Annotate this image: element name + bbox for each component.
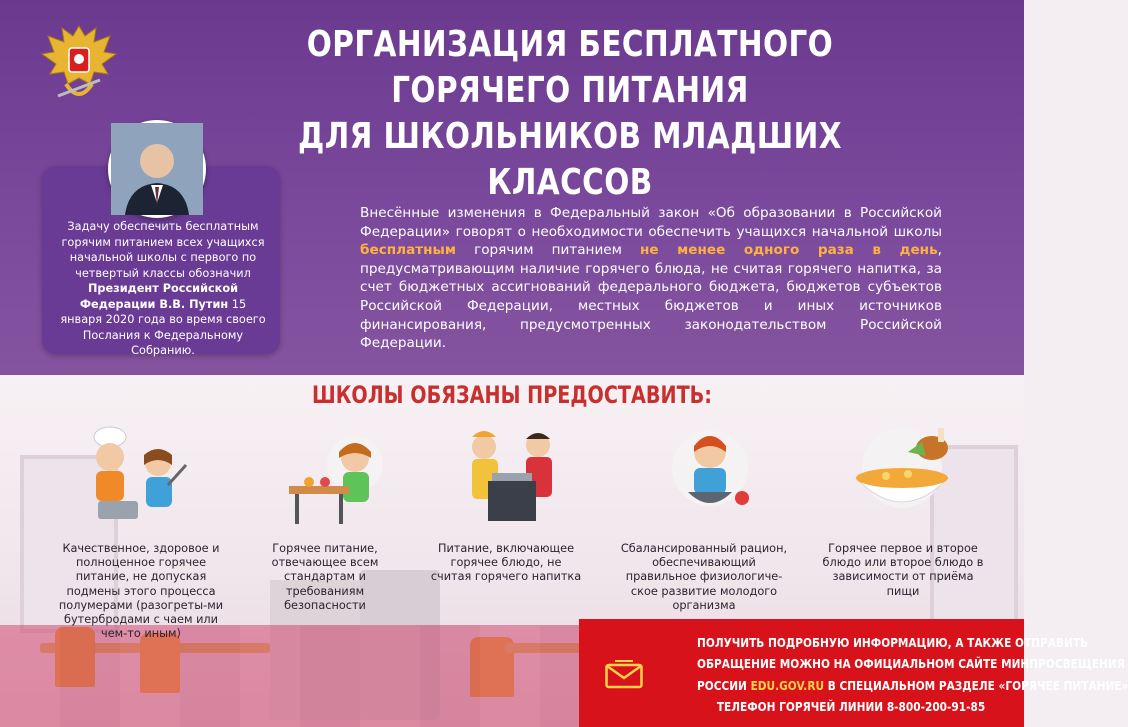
cta-line-2: ОБРАЩЕНИЕ МОЖНО НА ОФИЦИАЛЬНОМ САЙТЕ МИНПРОСВЕЩЕНИЯ [697, 657, 1125, 672]
edu-gov-link[interactable]: EDU.GOV.RU [750, 678, 825, 693]
cta-line-1: ПОЛУЧИТЬ ПОДРОБНУЮ ИНФОРМАЦИЮ, А ТАКЖЕ ОТПРАВИТЬ [697, 636, 1089, 650]
law-highlight-free: бесплатным [360, 242, 456, 259]
avatar [108, 120, 206, 218]
boy-with-bowl-icon [660, 422, 760, 522]
page-title [217, 22, 922, 206]
cta-line-3-prefix: РОССИИ [697, 678, 751, 693]
quote-text-part2: 15 января 2020 года во время своего Послания к Федеральному Собранию. [60, 297, 266, 357]
soup-and-chicken-icon [846, 422, 958, 522]
obligation-item-3: Питание, включающее горячее блюдо, не считая горячего напитка [430, 542, 582, 584]
obligations-title: ШКОЛЫ ОБЯЗАНЫ ПРЕДОСТАВИТЬ: [312, 381, 712, 409]
president-quote-text [58, 219, 268, 359]
canteen-serving-icon [462, 423, 562, 527]
law-text-part3: , предусматривающим наличие горячего блюда, не считая горячего напитка, за счет бюджетных ассигнований федерального бюджета, бюджетов субъектов Российской Федерации, местных бюджетов и иных источников финансирования, предусмотренных законодательством Российской Федерации. [360, 242, 942, 352]
quote-text-part1: Задачу обеспечить бесплатным горячим питанием всех учащихся начальной школы с первого по четвертый классы обозначил [61, 220, 265, 280]
girl-eating-icon [285, 428, 385, 528]
portrait-icon [111, 123, 203, 215]
title-line-2: ДЛЯ ШКОЛЬНИКОВ МЛАДШИХ КЛАССОВ [298, 116, 842, 203]
obligation-item-1: Качественное, здоровое и полноценное горячее питание, не допуская подмены этого процесса полумерами (разогреты-ми бутербродами с чаем или чем-то иным) [58, 542, 224, 641]
law-highlight-frequency: не менее одного раза в день [640, 242, 938, 259]
law-text-part2: горячим питанием [455, 242, 641, 259]
quote-text-bold: Президент Российской Федерации В.В. Путин [79, 282, 239, 311]
double-headed-eagle-icon [38, 18, 120, 108]
title-line-1: ОРГАНИЗАЦИЯ БЕСПЛАТНОГО ГОРЯЧЕГО ПИТАНИЯ [306, 24, 834, 111]
cta-line-3 [697, 676, 1128, 697]
envelope-icon [605, 659, 643, 689]
obligation-item-4: Сбалансированный рацион, обеспечивающий правильное физиологиче-ское развитие молодого организма [620, 542, 788, 612]
law-text-part1: Внесённые изменения в Федеральный закон «Об образовании в Российской Федерации» говорят о необходимости обеспечить учащихся начальной школы [360, 205, 942, 240]
obligation-item-2: Горячее питание, отвечающее всем стандартам и требованиям безопасности [271, 542, 379, 612]
cta-line-3-suffix: В СПЕЦИАЛЬНОМ РАЗДЕЛЕ «ГОРЯЧЕЕ ПИТАНИЕ» [824, 678, 1128, 693]
contact-info-text [697, 633, 1128, 718]
hotline-phone: ТЕЛЕФОН ГОРЯЧЕЙ ЛИНИИ 8-800-200-91-85 [716, 699, 986, 714]
obligation-item-5: Горячее первое и второе блюдо или второе блюдо в зависимости от приёма пищи [822, 542, 984, 598]
cooking-children-icon [78, 425, 193, 530]
law-description [360, 204, 942, 353]
